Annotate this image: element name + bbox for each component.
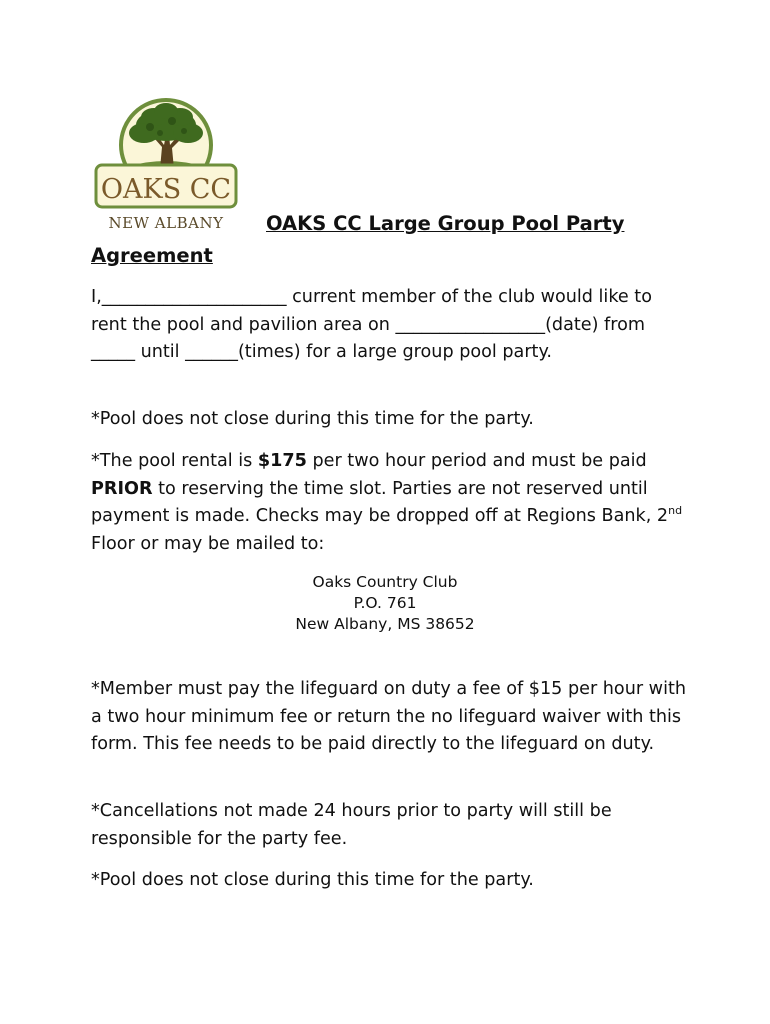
address-line-3: New Albany, MS 38652 xyxy=(295,615,475,633)
prior-emphasis: PRIOR xyxy=(91,478,153,499)
cancellation-paragraph: *Cancellations not made 24 hours prior to party will still be responsible for the party fee. xyxy=(91,801,612,849)
pool-open-note: *Pool does not close during this time for the party. xyxy=(91,409,534,429)
address-line-2: P.O. 761 xyxy=(353,594,417,612)
pool-open-note-repeat: *Pool does not close during this time for the party. xyxy=(91,870,534,890)
page-title: OAKS CC Large Group Pool Party Agreement xyxy=(91,212,625,267)
rental-fee-paragraph: *The pool rental is $175 per two hour period and must be paid PRIOR to reserving the time slot. Parties are not reserved until payment is made. Checks may be dropped off at Regions Bank, 2nd Floor or may be mailed to: xyxy=(91,451,683,554)
mailing-address xyxy=(91,572,679,635)
date-blank[interactable]: _________________ xyxy=(395,314,546,335)
from-time-blank[interactable]: _____ xyxy=(91,342,135,362)
member-name-blank[interactable]: _____________________ xyxy=(101,287,287,307)
logo-location: NEW ALBANY xyxy=(108,214,224,232)
lifeguard-fee-paragraph: *Member must pay the lifeguard on duty a fee of $15 per hour with a two hour minimum fee or return the no lifeguard waiver with this form. This fee needs to be paid directly to the lifeguard on duty. xyxy=(91,679,687,754)
logo-name: OAKS CC xyxy=(100,174,232,205)
address-line-1: Oaks Country Club xyxy=(312,573,458,591)
rental-price: $175 xyxy=(257,451,307,471)
member-paragraph: I,_____________________ current member of the club would like to rent the pool and pavilion area on _________________(date) from _____ until ______(times) for a large group pool party. xyxy=(91,287,652,362)
until-time-blank[interactable]: ______ xyxy=(185,342,238,362)
